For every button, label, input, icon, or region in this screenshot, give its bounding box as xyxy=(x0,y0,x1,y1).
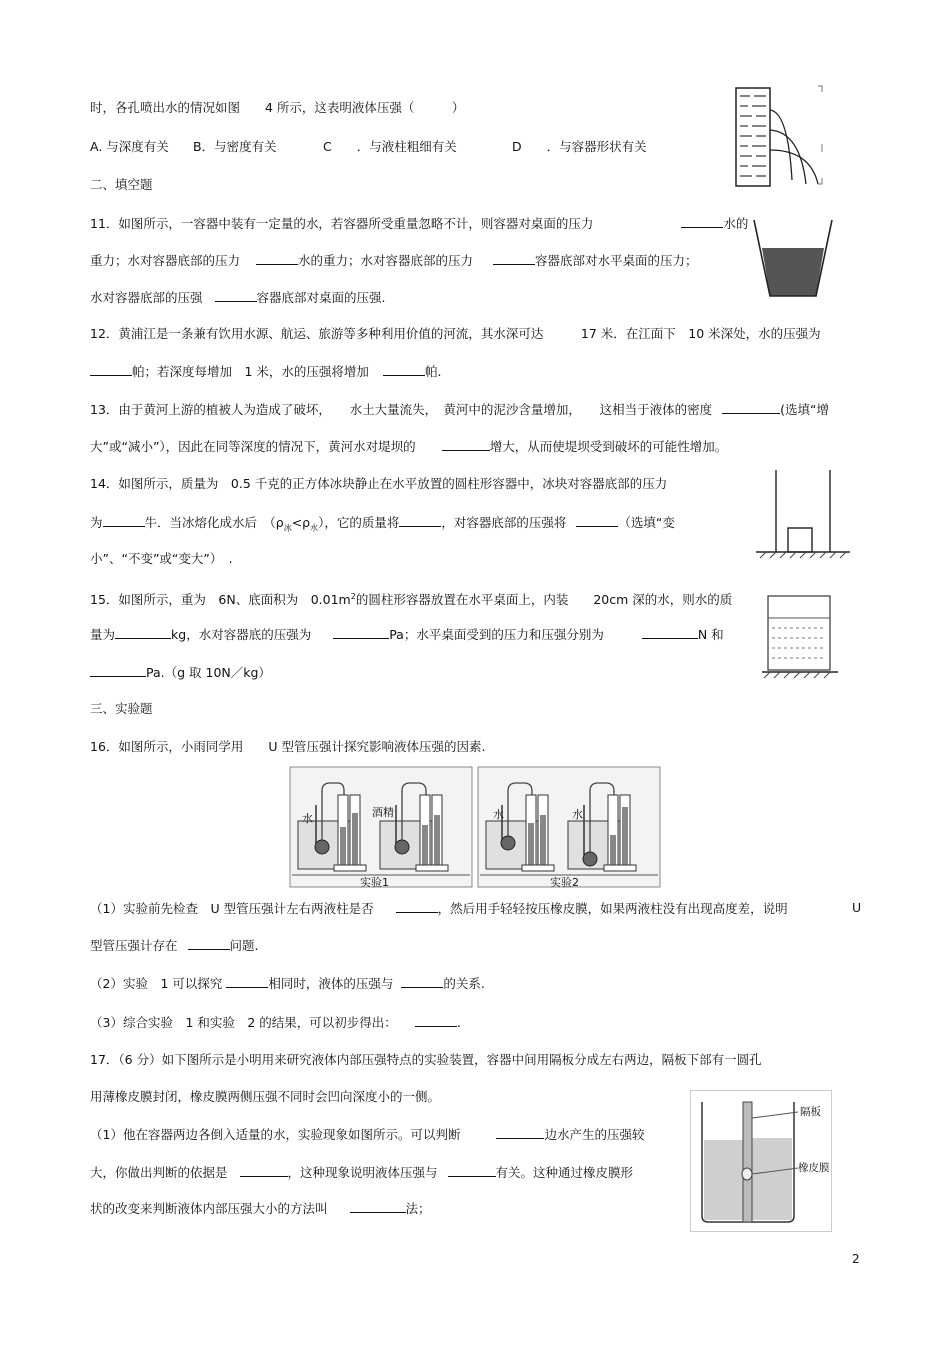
q14-sub-water: 水 xyxy=(310,523,319,533)
section-fill-heading: 二、填空题 xyxy=(90,177,153,192)
q13-text-1a: 13．由于黄河上游的植被人为造成了破坏， 水土大量流失， 黄河中的泥沙含量增加， 这相当于液体的密度 xyxy=(90,402,713,417)
q15-line1 xyxy=(90,589,732,608)
q16-figure xyxy=(288,765,662,891)
q11-line3 xyxy=(90,289,386,306)
q15-text-2b: kg，水对容器底的压强为 xyxy=(171,627,312,642)
q16-part1-line2 xyxy=(90,937,259,954)
q11-line2 xyxy=(90,252,698,269)
q17-part1-line2 xyxy=(90,1164,633,1181)
q11-line1 xyxy=(90,215,748,232)
q14-blank-3[interactable] xyxy=(576,514,618,527)
q17-blank-1[interactable] xyxy=(496,1126,544,1139)
q16-label-water-2: 水 xyxy=(493,808,504,821)
q17-text-1b: 边水产生的压强较 xyxy=(544,1127,645,1142)
q16-label-exp2: 实验2 xyxy=(550,876,579,889)
q11-blank-1[interactable] xyxy=(681,215,723,228)
q14-text-2h: （选填“变 xyxy=(618,515,675,530)
q16-blank-4[interactable] xyxy=(401,975,443,988)
q16-text-1b: ，然后用手轻轻按压橡皮膜，如果两液柱没有出现高度差，说明 xyxy=(437,901,788,916)
q10-option-b: B．与密度有关 xyxy=(193,139,277,154)
q16-text-1a: （1）实验前先检查 U 型管压强计左右两液柱是否 xyxy=(90,901,374,916)
q14-line1: 14．如图所示，质量为 0.5 千克的正方体冰块静止在水平放置的圆柱形容器中，冰块对容器底部的压力 xyxy=(90,476,668,491)
q17-text-1g: 法； xyxy=(405,1201,431,1216)
q15-line2 xyxy=(90,626,724,643)
q17-part1-line3 xyxy=(90,1200,431,1217)
q17-blank-2[interactable] xyxy=(240,1164,288,1177)
q15-text-3: Pa.（g 取 10N／kg） xyxy=(146,665,271,680)
q12-blank-1[interactable] xyxy=(90,363,132,376)
section-experiment-heading: 三、实验题 xyxy=(90,701,153,716)
q11-text-2a: 重力；水对容器底部的压力 xyxy=(90,253,241,268)
q16-label-water-1: 水 xyxy=(302,812,313,825)
q16-blank-1[interactable] xyxy=(396,900,438,913)
q11-blank-2[interactable] xyxy=(256,252,298,265)
q10-figure xyxy=(718,80,828,190)
q16-text-2b: 相同时，液体的压强与 xyxy=(268,976,394,991)
q16-text-1c: U xyxy=(852,900,862,915)
q13-text-2b: 增大，从而使堤坝受到破坏的可能性增加。 xyxy=(489,439,728,454)
q15-line3 xyxy=(90,664,271,681)
q12-text-2b: 帕. xyxy=(424,364,442,379)
q12-blank-2[interactable] xyxy=(383,363,425,376)
q17-text-1f: 状的改变来判断液体内部压强大小的方法叫 xyxy=(90,1201,328,1216)
q16-label-exp1: 实验1 xyxy=(360,876,389,889)
q14-line3: 小”、“不变”或“变大”） . xyxy=(90,551,233,566)
q17-part1-line1 xyxy=(90,1126,644,1143)
q17-line2: 用薄橡皮膜封闭，橡皮膜两侧压强不同时会凹向深度小的一侧。 xyxy=(90,1089,441,1104)
q16-text-3b: . xyxy=(456,1015,461,1030)
q17-blank-3[interactable] xyxy=(448,1164,496,1177)
q17-blank-4[interactable] xyxy=(350,1200,406,1213)
q16-blank-5[interactable] xyxy=(415,1014,457,1027)
q16-stem: 16．如图所示，小雨同学用 U 型管压强计探究影响液体压强的因素. xyxy=(90,739,486,754)
q15-text-1a: 15．如图所示，重为 6N、底面积为 0.01m xyxy=(90,592,351,608)
q11-blank-4[interactable] xyxy=(215,289,257,302)
q10-option-d: D ．与容器形状有关 xyxy=(512,139,647,154)
q13-text-2a: 大”或“减小”），因此在同等深度的情况下，黄河水对堤坝的 xyxy=(90,439,416,454)
q14-sub-ice: 冰 xyxy=(283,523,292,533)
q14-blank-1[interactable] xyxy=(103,514,145,527)
q10-option-c: C ．与液柱粗细有关 xyxy=(323,139,457,154)
q15-text-1b: 的圆柱形容器放置在水平桌面上，内装 20cm 深的水，则水的质 xyxy=(355,592,733,608)
q10-option-a: A. 与深度有关 xyxy=(90,139,169,154)
q12-text-2a: 帕；若深度每增加 1 米，水的压强将增加 xyxy=(132,364,369,379)
q16-text-1e: 问题. xyxy=(229,938,259,953)
q15-text-2a: 量为 xyxy=(90,627,116,642)
q13-line2 xyxy=(90,438,727,455)
q14-text-2f: ），它的质量将 xyxy=(318,515,400,530)
q12-line1: 12．黄浦江是一条兼有饮用水源、航运、旅游等多种利用价值的河流，其水深可达 17 米．在江面下 10 米深处，水的压强为 xyxy=(90,326,821,341)
q15-blank-2[interactable] xyxy=(333,626,389,639)
q15-blank-4[interactable] xyxy=(90,664,146,677)
q10-stem: 时，各孔喷出水的情况如图 4 所示，这表明液体压强（ ） xyxy=(90,100,465,115)
q11-text-3b: 容器底部对桌面的压强. xyxy=(256,290,386,305)
q13-text-1b: (选填“增 xyxy=(780,402,830,417)
q14-figure xyxy=(752,466,852,566)
q16-blank-2[interactable] xyxy=(188,937,230,950)
q15-text-2d: N 和 xyxy=(697,627,724,642)
q17-text-1a: （1）他在容器两边各倒入适量的水，实验现象如图所示。可以判断 xyxy=(90,1127,461,1142)
q16-text-3a: （3）综合实验 1 和实验 2 的结果，可以初步得出： xyxy=(90,1015,397,1030)
q14-text-2d: <ρ xyxy=(291,515,311,530)
q15-figure xyxy=(760,588,840,680)
q16-part3 xyxy=(90,1014,461,1031)
q17-text-1d: ，这种现象说明液体压强与 xyxy=(287,1165,438,1180)
q17-figure xyxy=(690,1090,832,1232)
q14-text-2b: 牛．当冰熔化成水后 （ρ xyxy=(144,515,284,530)
q16-label-water-3: 水 xyxy=(572,808,583,821)
q11-text-1a: 11．如图所示，一容器中装有一定量的水，若容器所受重量忽略不计，则容器对桌面的压力 xyxy=(90,216,594,231)
q13-blank-2[interactable] xyxy=(442,438,490,451)
q17-text-1e: 有关。这种通过橡皮膜形 xyxy=(495,1165,634,1180)
page-number: 2 xyxy=(852,1252,860,1266)
q16-label-alcohol: 酒精 xyxy=(372,806,394,819)
q16-part1-line1 xyxy=(90,900,788,917)
q16-part2 xyxy=(90,975,485,992)
q11-text-1b: 水的 xyxy=(723,216,749,231)
q16-blank-3[interactable] xyxy=(226,975,268,988)
q11-text-2b: 水的重力；水对容器底部的压力 xyxy=(298,253,474,268)
q16-text-1d: 型管压强计存在 xyxy=(90,938,178,953)
q15-blank-1[interactable] xyxy=(115,626,171,639)
q12-line2 xyxy=(90,363,441,380)
q17-label-partition: 隔板 xyxy=(800,1106,821,1118)
q17-line1: 17．（6 分）如下图所示是小明用来研究液体内部压强特点的实验装置，容器中间用隔板分成左右两边，隔板下部有一圆孔 xyxy=(90,1052,762,1067)
q13-blank-1[interactable] xyxy=(722,401,780,414)
q14-line2 xyxy=(90,514,675,537)
q16-text-2a: （2）实验 1 可以探究 xyxy=(90,976,223,991)
q15-blank-3[interactable] xyxy=(642,626,698,639)
q14-text-2a: 为 xyxy=(90,515,103,530)
q15-text-2c: Pa；水平桌面受到的压力和压强分别为 xyxy=(389,627,604,642)
q17-label-membrane: 橡皮膜 xyxy=(798,1162,830,1174)
q15-sup: 2 xyxy=(350,592,356,601)
q11-text-3a: 水对容器底部的压强 xyxy=(90,290,203,305)
q14-text-2g: ，对容器底部的压强将 xyxy=(441,515,567,530)
q11-text-2c: 容器底部对水平桌面的压力； xyxy=(535,253,698,268)
q13-line1 xyxy=(90,401,829,418)
q17-text-1c: 大，你做出判断的依据是 xyxy=(90,1165,228,1180)
q14-blank-2[interactable] xyxy=(399,514,441,527)
q11-figure xyxy=(748,214,838,302)
q11-blank-3[interactable] xyxy=(493,252,535,265)
q16-text-2c: 的关系. xyxy=(443,976,485,991)
